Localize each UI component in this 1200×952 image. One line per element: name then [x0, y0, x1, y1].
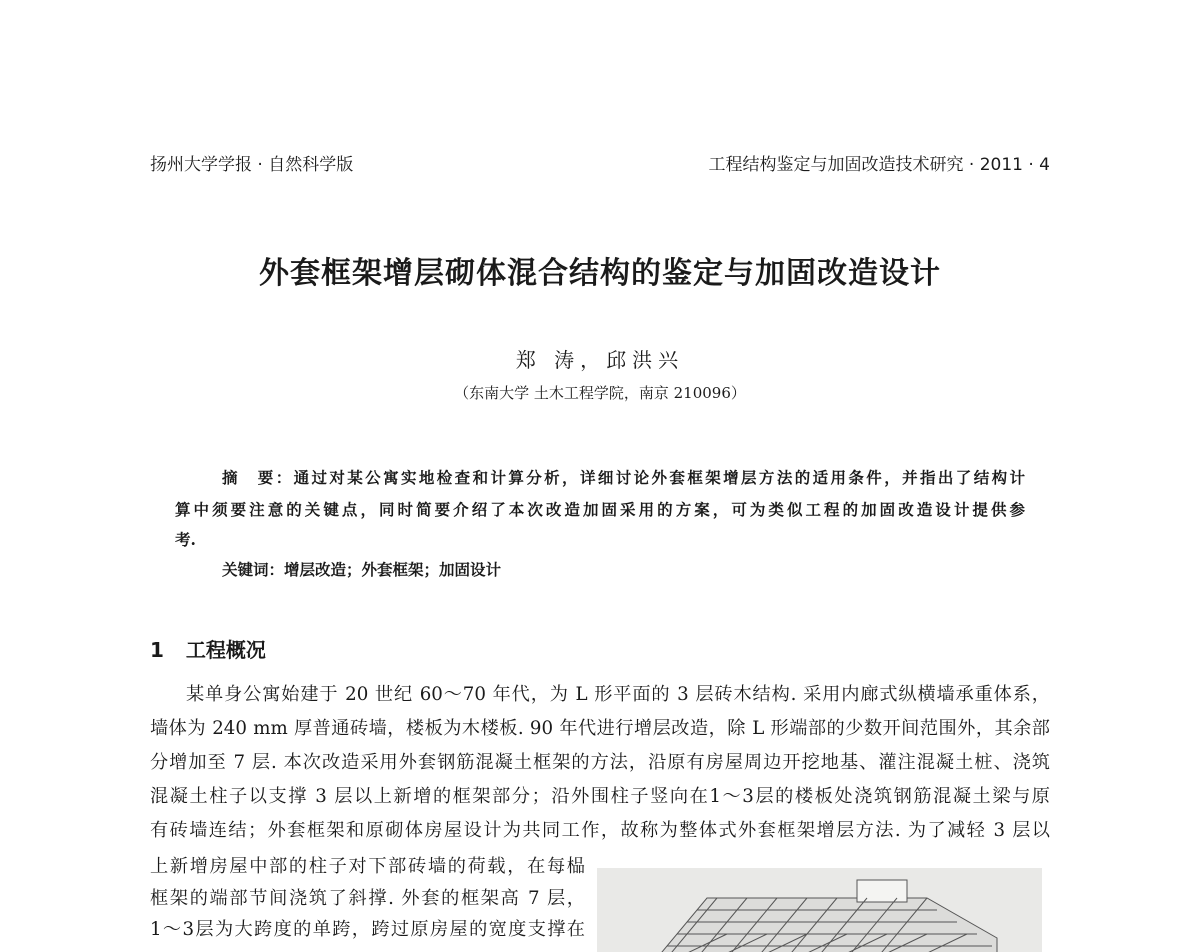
keywords: 关键词：增层改造；外套框架；加固设计	[222, 560, 502, 579]
paper-title: 外套框架增层砌体混合结构的鉴定与加固改造设计	[259, 256, 941, 291]
body-line: 有砖墙连结；外套框架和原砌体房屋设计为共同工作，故称为整体式外套框架增层方法. 为了减轻 3 层以	[150, 820, 1050, 841]
journal-name: 扬州大学学报 · 自然科学版	[150, 155, 354, 175]
abstract-line: 算中须要注意的关键点，同时简要介绍了本次改造加固采用的方案，可为类似工程的加固改造设计提供参	[175, 500, 1025, 519]
body-line: 分增加至 7 层. 本次改造采用外套钢筋混凝土框架的方法，沿原有房屋周边开挖地基、灌注混凝土桩、浇筑	[150, 752, 1050, 773]
body-line: 框架的端部节间浇筑了斜撑. 外套的框架高 7 层，	[150, 888, 585, 909]
body-line: 墙体为 240 mm 厚普通砖墙，楼板为木楼板. 90 年代进行增层改造，除 L 形端部的少数开间范围外，其余部	[150, 718, 1050, 739]
body-line: 1～3层为大跨度的单跨，跨过原房屋的宽度支撑在	[150, 919, 585, 940]
issue-info: 工程结构鉴定与加固改造技术研究 · 2011 · 4	[708, 155, 1050, 175]
body-line: 某单身公寓始建于 20 世纪 60～70 年代，为 L 形平面的 3 层砖木结构. 采用内廊式纵横墙承重体系，	[186, 684, 1050, 705]
section-heading	[150, 634, 266, 663]
body-line: 上新增房屋中部的柱子对下部砖墙的荷载，在每榀	[150, 856, 585, 877]
frame-model-drawing	[597, 868, 1042, 952]
affiliation: （东南大学 土木工程学院，南京 210096）	[454, 384, 746, 402]
body-line: 混凝土柱子以支撑 3 层以上新增的框架部分；沿外围柱子竖向在1～3层的楼板处浇筑钢筋混凝土梁与原	[150, 786, 1050, 807]
abstract-line: 摘 要：通过对某公寓实地检查和计算分析，详细讨论外套框架增层方法的适用条件，并指出了结构计	[222, 468, 1025, 487]
section-number: 1	[150, 638, 164, 662]
frame-structure-figure	[597, 868, 1042, 952]
authors: 郑 涛，邱洪兴	[515, 348, 685, 372]
section-title: 工程概况	[185, 638, 266, 662]
abstract-line: 考.	[175, 530, 196, 549]
